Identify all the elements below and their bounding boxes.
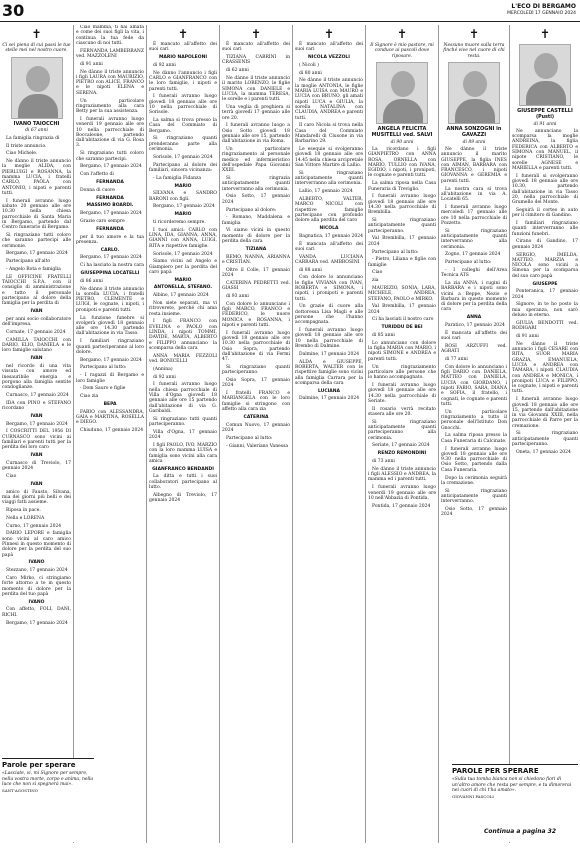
notice-line: ti ricorderemo sempre. [153, 220, 206, 226]
notice-line: Partecipano al lutto: [372, 249, 419, 255]
notice-line: Un grazie di cuore alla dottoressa Lisa Magli e alle persone che l'hanno accompagnata. [295, 304, 363, 326]
notice-line: Oneta, 17 gennaio 2024 [516, 449, 571, 455]
notice-line: MARIO [174, 212, 192, 218]
box-quote: «Sulla tua tomba bianca non si chiedono fiori di un'altro amore che resta per sempre, e tu dimorerai nei cuori di chi t'ha amato». [452, 777, 572, 793]
notice-line: di 86 anni [80, 278, 103, 284]
notice-line: di 92 anni [153, 374, 176, 380]
notice-line: di 88 anni [299, 267, 322, 273]
notice-line: Sorisole, 17 gennaio 2024 [153, 154, 213, 160]
notice-line: ANTONELLA, STEFANO. [153, 285, 213, 291]
notice-line: Ciao Michele. [6, 151, 38, 157]
notice-text [512, 129, 578, 455]
notice-line: I funerali avranno luogo mercoledì 17 gennaio alle ore 10 nella parrocchiale di Pozzetto. [441, 204, 507, 226]
notice-line: Signore, in te ho posto la mia speranza, non sarò deluso in eterno. [512, 302, 578, 319]
column-7 [439, 25, 509, 843]
notice-line: Con dolore lo annunciano i figli DARIO con DANIELA, MATTEO con DANIELA, LUCIA con GIORDANO, i nipoti FABIO, SARA, DIANA e SOFIA, il fratello, i cognati, le cognate e parenti tutti. [441, 364, 507, 407]
notice-line: Ne dànno il triste annuncio i figli CESARE con RITA, SUOR MARIA GRAZIA, EMANUELA, LUCIA e ANDREA con TAMARA, i nipoti CLAUDIA con ANDREA e MONICA, i pronipoti LUCA e FILIPPO, le cognate, i nipoti e parenti tutti. [512, 341, 578, 395]
notice-line: LUCIANA [317, 388, 341, 394]
notice-line: Si ringraziano tutti coloro che saranno partecipi. [76, 151, 144, 162]
notice-line: Dalmine, 17 gennaio 2024 [299, 351, 360, 357]
notice-line: Albegno di Treviolo, 17 gennaio 2024 [149, 492, 217, 504]
notice-text [222, 42, 290, 449]
notice-line: Curnasco di Treviolo, 17 gennaio 2024 [2, 460, 71, 472]
deceased-age: di 89 anni [462, 139, 486, 145]
notice-line: Seriate, 17 gennaio 2024 [372, 443, 430, 449]
notice-line: Curnasco, 17 gennaio 2024 [6, 392, 69, 398]
notice-line: di 80 anni [299, 70, 322, 76]
notice-line: Ciao zia [80, 394, 99, 400]
notice-line: - Romano, Maddalena e famiglia [222, 215, 290, 226]
notice-line: Lo annunciano con dolore la figlia MARIA con MARIO, i nipoti SIMONE e ANDREA e parenti tutti. [368, 340, 436, 362]
notice-line: di 91 anni [516, 333, 539, 339]
notice-line: IVAN [30, 309, 43, 315]
notice-line: IVAN [30, 453, 43, 459]
notice-line: ROSI ARZUFFI ved. AGRATI [441, 343, 507, 355]
continued-note: Continua a pagina 32 [462, 828, 578, 835]
notice-line: IVANO [28, 599, 45, 605]
notice-line: ALDA e GIUSEPPE, ROBERTA, WALTER con le rispettive famiglie sono vicini alla famiglia Carrara per la scomparsa della cara [295, 359, 363, 386]
notice-line: La funzione funebre si svolgerà giovedì 18 gennaio alle ore 14.30 partendo dall'abitazione in via Tasso. [76, 315, 144, 337]
notice-line: I familiari ringraziano quanti parteciperanno al loro dolore. [76, 339, 144, 355]
notice-text [76, 25, 144, 433]
notice-line: Paratico, 17 gennaio 2024 [445, 323, 505, 329]
notice-line: CATERINA [243, 414, 269, 420]
notice-line: Ne dànno il triste annuncio i figli ALESSIO e ANDREA, la mamma ed i parenti tutti. [368, 466, 436, 483]
notice-line: I funerali si svolgeranno giovedì 18 gennaio alle ore 10.30, partendo dall'abitazione in via Tasso 20, nella parrocchiale di Grumello del Monte. [512, 173, 578, 206]
notice-line: Si ringraziano quanti parteciperanno. [222, 364, 290, 376]
notice-line: CATERINA PEDRETTI ved. GIASSI [222, 280, 290, 292]
notice-line: È mancata all'affetto dei suoi cari [295, 241, 363, 252]
notice-line: I figli FRANCO con EVELINA e PAOLO con LINDA, i nipoti TOMMI, DAVIDE, MARTA, ALBERTO e FILIPPO annunciano la scomparsa della cara [149, 319, 217, 351]
notice-line: NICOLA [319, 225, 339, 231]
cross-icon: ✝ [468, 27, 480, 41]
epigraph: Nessuno muore sulla terra finché vive nel cuore di chi resta. [443, 43, 505, 59]
notice-line: Osio Sopra, 17 gennaio 2024 [222, 378, 290, 389]
portrait-photo [11, 57, 63, 119]
notice-line: Si ringraziano quanti prenderanno parte alla cerimonia. [149, 136, 217, 153]
notice-line: Ne dànno il triste annuncio il marito GIUSEPPE, la figlia INES con AIMAN, BARBARA con FRANCESCO, i nipoti GIOVANNA e GEREMIA e parenti tutti. [441, 146, 507, 184]
notice-line: Si ringraziano anticipatamente quanti interverranno. [441, 488, 507, 505]
notice-line: I funerali avranno luogo nella chiesa parrocchiale di Villa d'Ogna giovedì 18 gennaio alle ore 15 partendo dall'abitazione di via G. Garibaldi. [149, 382, 217, 414]
notice-line: Dopo la cerimonia seguirà la cremazione. [441, 475, 507, 486]
notice-line: Ciao mamma, ti hai amata e come dei suoi figli la vita, i continua la tua fede da ciascuno di noi tutti. [76, 25, 144, 46]
notice-line: FERNANDA [96, 226, 124, 232]
notice-line: Bagnatica, 17 gennaio 2024 [299, 233, 363, 239]
portrait-photo [448, 62, 500, 124]
notice-line: Si ringraziano anticipatamente quanti parteciperanno alla cerimonia. [368, 419, 436, 441]
deceased-age: di 90 anni [390, 139, 414, 145]
notice-line: Vi siamo vicini in questo momento di dolore per la perdita della cara [222, 228, 290, 244]
notice-line: Non siete separati, ma vi ritroverete, perché chi ama resta insieme. [149, 301, 217, 317]
portrait-photo [519, 44, 571, 106]
notice-line: I tuoi amici: CARLO con LINA, IDA, GIANNA, ANNA, GIANNI con ANNA, LUIGI, RITA e rispettive famiglie. [149, 227, 217, 249]
notice-line: LE OFFICINE FRATELLI TAIOCCHI S.P.A. con il consiglio di amministrazione e tutto il personale partecipano al dolore della famiglia per la perdita di [2, 274, 71, 307]
notice-line: zia [372, 278, 379, 284]
notice-line: BEPA [103, 401, 117, 407]
notice-line: - Dom Sauro e figlie [80, 386, 126, 392]
cross-icon: ✝ [250, 27, 262, 41]
notice-line: GIUSEPPE [532, 281, 558, 287]
notice-line: ALBERTO, VALTER, MARCO NICOLI con rispettive famiglie partecipano con profondo dolore alla perdita del caro [295, 196, 363, 224]
notice-line: Cornate, 17 gennaio 2024 [6, 329, 66, 335]
notice-line: Chiuduno, 17 gennaio 2024 [80, 428, 144, 434]
notice-line: per anni socio collaboratore dell'impresa. [2, 316, 71, 328]
notice-line: amico di Fausto, Silvana, mia dei giorni più belli e dei viaggi fatti assieme. [2, 489, 71, 506]
notice-line: Ne annunciano la scomparsa la moglie ANDREINA, la figlia FEDERICA con ALBERTO e SIMONA con MANUEL, il nipote CRISTIANO, le sorelle AGNESE e MARIELLA e parenti tutti. [512, 128, 578, 171]
column-8 [510, 25, 580, 843]
notice-text [441, 147, 507, 518]
notice-line: I funerali avranno luogo giovedì 18 gennaio alle ore 10 nella parrocchiale di Sorisole. [149, 94, 217, 116]
deceased-age: di 91 anni [533, 121, 557, 127]
notice-line: TIZIANA CABRINI in CRASSENIS [222, 55, 290, 66]
notice-line: La ditta e tutti i suoi collaboratori partecipano al lutto. [149, 474, 217, 490]
notice-line: Un particolare ringraziamento al personale medico ed infermieristico dell'ospedale Papa Giovanni XXIII. [222, 147, 290, 174]
notice-line: Riposa in pace. [6, 508, 41, 513]
notice-line: IDA con PINO e STEFANO ricordano [2, 400, 71, 412]
notice-line: - Gianni, Valeriano Vanessa [226, 443, 289, 449]
notice-line: Un particolare ringraziamento a tutto il personale dell'Istituto Don Gnocchi. [441, 409, 507, 431]
notice-line: - Pietro, Liliana e figlie con famiglie [368, 257, 436, 268]
notice-line: IVAN [30, 356, 43, 362]
notice-line: La nostra cara si trova all'abitazione in via A. Locatelli 65. [441, 186, 507, 203]
notice-text [368, 147, 436, 509]
notice-line: Il rosario verrà recitato stasera alle ore 20. [368, 406, 436, 417]
notice-line: FERNANDA [96, 195, 124, 201]
notice-line: Bergamo, 17 gennaio 2024 [80, 255, 142, 261]
notice-line: Partecipano all'alto [6, 259, 51, 265]
notice-line: GIULIA BENDOTTI ved. RODIGARI [512, 320, 578, 332]
notice-line: I funerali avranno luogo giovedì 18 gennaio alle ore 10 nella parrocchiale di Brembo di Dalmine. [295, 328, 363, 350]
notice-line: ANNA [466, 315, 482, 321]
notice-text [149, 42, 217, 503]
notice-line: RENZO REMONDINI [377, 451, 427, 457]
notice-line: I funerali avranno luogo venerdì 19 gennaio alle ore 10 nell'Abbazia di Pontida. [368, 485, 436, 501]
notice-line: Ciao [372, 270, 383, 276]
notice-line: MASSIMO BOARDI. [86, 203, 134, 209]
deceased-nickname: (Pusti) [535, 114, 555, 120]
notice-line: Ne dànno il triste annuncio la moglie ALIDA, con PIERLUIGI e ROSANNA, la mamma LUCIA, i fratelli CARLO, PAOLA con ANTONIO, i nipoti e parenti tutti. [2, 159, 71, 196]
notice-text [295, 42, 363, 402]
notice-line: Partecipano al lutto: [226, 435, 273, 441]
notice-line: di 85 anni [372, 333, 395, 339]
notice-line: Villa d'Ogna, 17 gennaio 2024 [149, 429, 217, 441]
notice-line: Bergamo, 17 gennaio 2024 [6, 251, 68, 257]
notice-line: Zogno, 17 gennaio 2024 [445, 252, 501, 258]
notice-line: GIUSEPPINA LOCATELLI [80, 270, 140, 276]
notice-line: di 93 anni [226, 293, 249, 299]
notice-line: GIANFRANCO BENDANDI [152, 466, 214, 472]
notice-line: - I colleghi dell'Area Tecnica ATS [441, 267, 507, 279]
notice-line: Bergamo, 17 gennaio 2024 [153, 204, 215, 210]
notice-line: Caro Mirko, ci stringiamo forte attorno a te in questo momento di dolore per la perdita del tuo papà [2, 575, 71, 597]
notice-line: di 91 anni [80, 61, 103, 67]
notice-line: Partecipano al lutto: [80, 365, 127, 371]
column-2 [74, 25, 146, 843]
notice-line: La salma si trova presso la Casa del Commiato di Bergamo. [149, 118, 217, 134]
notice-line: Un particolare ringraziamento alla cara Betty per la sua assistenza. [76, 98, 144, 115]
notice-line: NICOLA VEZZOLI [308, 55, 350, 61]
cross-icon: ✝ [177, 27, 189, 41]
notice-line: È mancato all'affetto dei suoi cari [222, 42, 290, 53]
notice-line: di 73 anni [372, 459, 395, 465]
notice-line: FABIO con ALESSANDRA, GAIA e MARTINA, ROSELLA e DIEGO. [76, 409, 144, 426]
notice-line: Con dolore lo annunciano le figlie VIVIANA con IVAN, ROBERTA e SIMONA, i nipoti, i pronipoti e parenti tutti. [295, 275, 363, 302]
notice-line: Grazie caro sempre [80, 218, 125, 224]
notice-line: FERNANDA [96, 179, 124, 185]
notice-line: La famiglia ringrazia di [6, 135, 60, 141]
notice-line: MARIO NAPOLEONI [158, 55, 208, 61]
parole-per-sperare-box [2, 758, 94, 842]
notice-line: Ne dànno il triste annuncio il marito LORENZO, le figlie SIMONA con DANIELE e LUCIA, la mamma TERESA, le sorelle e i parenti tutti. [222, 75, 290, 103]
cross-icon: ✝ [396, 27, 408, 41]
notice-line: Ponteranica, 17 gennaio 2024 [512, 289, 578, 300]
notice-line: IVAN [30, 481, 43, 487]
notice-line: I funerali avranno luogo giovedì 18 gennaio alle ore 10.30 nella parrocchiale di Osio Sopra, partendo dall'abitazione di via Fermi 47. [222, 330, 290, 363]
notice-line: Cirano di Gandino, 17 gennaio 2024 [512, 239, 578, 250]
notice-line: di 92 anni [153, 62, 176, 68]
notice-line: È mancato all'affetto dei suoi cari [295, 42, 363, 53]
deceased-name: IVANO TAIOCCHI [13, 120, 60, 127]
notice-text [2, 136, 71, 626]
notice-line: DARIO LEPORE e famiglia sono vicini al caro amico Pinnesi in questo momento di dolore per la perdita del suo papà [2, 531, 71, 558]
notice-line: Bergamo, 17 gennaio 2024 [6, 620, 68, 626]
notice-line: SERGIO, IMELDA, MATTEO, MARZIA e NICOLA sono vicini a Simona per la scomparsa del suo caro papà [512, 252, 578, 279]
notice-line: Si ringraziano anticipatamente quanti parteciperanno. [368, 218, 436, 234]
deceased-name: ANNA SONZOGNI in GAVAZZI [446, 125, 502, 138]
notice-line: - La famiglia Fidanza [153, 175, 202, 181]
notice-line: I familiari ringraziano quanti interverranno alle funzioni funebri. [512, 221, 578, 237]
deceased-age: di 67 anni [25, 128, 48, 134]
notice-line: Curno, 17 gennaio 2024 [6, 523, 62, 529]
notice-line: I funerali avranno luogo sabato 20 gennaio alle ore 10.30 nella chiesa parrocchiale di Santa Maria in Bergamo, partendo dal Centro funerario di Bergamo. [2, 198, 71, 231]
notice-line: Osio Sotto, 17 gennaio 2024 [441, 506, 507, 518]
box-source: SANT'AGOSTINO [2, 788, 39, 794]
notice-line: Bergamo, 17 gennaio 2024 [80, 164, 142, 170]
notice-line: Si ringraziano anticipatamente quanti parteciperanno. [512, 431, 578, 448]
notice-line: CARLO. [100, 247, 120, 253]
notice-line: Si ringraziano anticipatamente quanti interverranno alla cerimonia. [295, 170, 363, 187]
notice-line: Lallio, 17 gennaio 2024 [299, 189, 353, 195]
notice-line: Le esequie si svolgeranno giovedì 18 gennaio alle ore 14.45 nella chiesa arcipretale San Vittore Martire di Lallio. [295, 147, 363, 168]
notice-line: VANDA LUCIANA CARRARA ved. AMBROSINI [295, 254, 363, 265]
newspaper-name: L'ECO DI BERGAMO [511, 3, 576, 10]
column-1 [0, 25, 73, 843]
notice-line: Partecipano al dolore dei familiari, sincera vicinanza: [149, 162, 217, 173]
notice-line: MARIO [174, 183, 192, 189]
notice-line: I COSCRITTI DEL 1956 DI CURNASCO sono vicini ai familiari e parenti tutti per la perdita del loro caro [2, 429, 71, 451]
notice-line: Val Brembilla, 17 gennaio 2024 [368, 236, 436, 247]
notice-line: Osio Sotto, 17 gennaio 2024 [222, 194, 290, 205]
notice-line: SILVANA e SANDRO BARONI con figli. [149, 191, 217, 202]
notice-line: La zia ANNA, i cugini di BARBARA e i nipoti sono vicini a Beppe, Nezio e Barbara in questo momento di dolore per la perdita della cara [441, 281, 507, 313]
issue-date: MERCOLEDÌ 17 GENNAIO 2024 [507, 11, 576, 16]
notice-line: Dalmine, 17 gennaio 2024 [299, 396, 360, 402]
notice-line: Partecipano al dolore: [226, 207, 277, 213]
notice-line: ( Nicoli ) [299, 62, 319, 68]
notice-line: Bergamo, 17 gennaio 2024 [80, 211, 142, 217]
notice-line: Comun Nuovo, 17 gennaio 2024 [222, 422, 290, 433]
notice-line: Si ringrazia anticipatamente quanti interverranno alla cerimonia. [222, 176, 290, 192]
notice-line: Siamo vicini ad Angelo e Giampiero per la perdita del caro papà [149, 259, 217, 275]
notice-line: I funerali avranno luogo giovedì 18 gennaio alle ore 15, partendo dall'abitazione in via Giovanni XXIII, nella parrocchiale di Parre per la cremazione. [512, 397, 578, 429]
notice-line: Una veglia di preghiera si terrà giovedì 17 gennaio alle ore 20. [222, 104, 290, 121]
notice-line: Bergamo, 17 gennaio 2024 [6, 421, 68, 427]
notice-line: - Angelo Rota e famiglia [6, 267, 61, 273]
notice-line: ANNA MARIA FEZZOLI ved. BONICELLI [149, 353, 217, 365]
cross-icon: ✝ [539, 27, 551, 41]
notice-line: Sorisole, 17 gennaio 2024 [153, 251, 213, 257]
notice-line: IVAN [30, 413, 43, 419]
notice-line: di 62 anni [226, 68, 249, 74]
portrait-photo [376, 62, 428, 124]
notice-line: Un ringraziamento particolare alle persone che lo hanno accompagnato. [368, 364, 436, 381]
notice-line: per il tuo amore e la tua presenza. [76, 234, 144, 245]
notice-line: Ne dànno il triste annuncio i figli LAURA con MAURIZIO, PIETRO con ALICE, FRANCO e le nipoti ELENA e SERENA. [76, 69, 144, 96]
deceased-name: GIUSEPPE CASTELLI [517, 108, 573, 114]
box-heading: Parole per sperare [2, 761, 76, 769]
notice-line: TIZIANA [245, 246, 267, 252]
notice-line: Ci ha lasciato la nostra cara [80, 263, 144, 269]
notice-line: I funerali avranno luogo venerdì 19 gennaio alle ore 10 nella parrocchiale di Boccaleone, partendo dall'abitazione di via G. Rosa 3. [76, 116, 144, 149]
notice-line: Nella e LORENA [6, 515, 45, 521]
notice-line: I fratelli FRANCO e MARIANGELA con le loro famiglie si stringono con affetto alla cara zia [222, 391, 290, 413]
notice-line: Il triste annuncio. [6, 143, 47, 149]
notice-line: IVANO [28, 560, 45, 566]
notice-line: Stezzano, 17 gennaio 2024 [6, 568, 68, 574]
page-number: 30 [2, 1, 25, 20]
notice-line: Ci ha lasciati il nostro caro [372, 317, 434, 323]
notice-line: Albino, 17 gennaio 2024 [153, 293, 209, 299]
column-3 [147, 25, 219, 843]
notice-line: Pontida, 17 gennaio 2024 [372, 503, 431, 509]
notice-line: MARIO [174, 277, 192, 283]
notice-line: I figli PAOLO, IVO, MARZIO con la loro mamma LUISA e famiglia sono vicini alla cara amica [149, 442, 217, 464]
column-4 [220, 25, 292, 843]
epigraph: Il Signore è mio pastore, mi conduce ai pascoli dove riposare. [370, 43, 434, 59]
page-header [0, 0, 580, 22]
column-6 [366, 25, 438, 843]
notice-line: di 77 anni [445, 357, 468, 363]
notice-line: È mancato all'affetto dei suoi cari [149, 42, 217, 53]
notice-line: Con affetto, FOLI, DANI, RICHI. [2, 607, 71, 618]
notice-line: Bergamo, 17 gennaio 2024 [80, 357, 142, 363]
notice-line: Ne dànno il triste annuncio la sorella LUCIA, i fratelli PIETRO, CLEMENTE e LUIGI, le cognate, i nipoti, i pronipoti e parenti tutti. [76, 286, 144, 313]
notice-line: È mancata all'affetto dei suoi cari [441, 330, 507, 342]
notice-line: Si ringraziano tutti quanti parteciperanno. [149, 416, 217, 428]
notice-line: FERNANDA LAMBERRANZ ved. MAZZOLENI [76, 48, 144, 59]
notice-line: REMO, NANNA, ARIANNA e CRISTIAN. [222, 254, 290, 265]
notice-line: nel ricordo di una vita vissuta con amore ed inesauribile energia e porgono alla famiglia sentite condoglianze. [2, 363, 71, 391]
notice-line: La salma riposa presso la Casa Funeraria di Calcinate. [441, 433, 507, 444]
notice-line: Oltre il Colle, 17 gennaio 2024 [222, 267, 290, 278]
notice-line: Seguirà il corteo in auto per il cimitero di Gandino. [512, 208, 578, 219]
notice-line: TURIDDU DE BEI [381, 325, 423, 331]
notice-line: Partecipano al lutto: [445, 260, 492, 266]
notice-line: Ne dànno l'annuncio i figli CARLO e GIANFRANCO con le loro famiglie, i nipoti e parenti tutti. [149, 70, 217, 92]
epigraph: Ci sei piena di cui passi le tue stelle mei nel nostro cuore. [2, 43, 71, 54]
notice-line: I funerali avranno luogo giovedì 18 gennaio alle ore 14.30 nella parrocchiale di Brembilla. [368, 194, 436, 216]
box-quote: «Lasciate, vi, mi Signore per sempre, nella vostra morte, corpo e anima, nella luce che non si spegnerà mai». [2, 771, 94, 787]
box-source: GIOVANNI PASCOLI [452, 794, 494, 800]
notice-line: Donna di cuore [80, 187, 115, 193]
notice-line: Val Brembilla, 17 gennaio 2024 [368, 304, 436, 315]
notice-line: Il caro Nicola si trova nella Casa del Commiato Mandarelli di Clusone in via Barbarino 29. [295, 123, 363, 145]
notice-line: La salma riposa nella Casa Funeraria di Treviglio. [368, 181, 436, 192]
notice-line: Con l'affetto di [80, 172, 114, 178]
notice-line: Con dolore lo annunciano i figli MARCO, FRANCO e FEDERICO, le nuore MONICA e ROSANNA, i nipoti e parenti tutti. [222, 301, 290, 328]
notice-line: Ne dànno il triste annuncio la moglie ANTONIA, le figlie MARIA LUISA con MAURO e LUCIA con BRUNO, gli amati nipoti LUCA e GIULIA, la sorella NATALINA con CLAUDIA, ANDREA e parenti tutti. [295, 78, 363, 121]
deceased-name: ANGELA FELICITA MUSITELLI ved. SALVI [371, 125, 433, 138]
box-heading: PAROLE PER SPERARE [452, 767, 539, 775]
notice-line: I funerali avranno luogo a Osio Sotto giovedì 18 gennaio alle ore 15, partendo dall'abitazione in via Roma. [222, 123, 290, 145]
notice-line: MAURIZIO, SONIA, LARA, MICHELE, ANDREA, STEFANO, PAOLO e MIRKO. [368, 286, 436, 302]
notice-line: - I ragazzi di Bergamo e loro famiglie [76, 373, 144, 384]
column-5 [293, 25, 365, 843]
notice-line: I funerali avranno luogo giovedì 18 gennaio alle ore 14.30 nella parrocchiale di Seriate. [368, 382, 436, 404]
notice-line: I funerali avranno luogo giovedì 18 gennaio alle ore 9.30 nella parrocchiale di Osio Sotto, partendo dalla Casa Funeraria. [441, 446, 507, 473]
notice-line: Ciao [6, 474, 17, 480]
cross-icon: ✝ [31, 27, 42, 41]
cross-icon: ✝ [323, 27, 335, 41]
notice-line: La ricordano i figli GIANPIETRO con ANNA ROSA, ORNELLA con MARIO, TULLIO con IVANA, EGIDIO, i nipoti, i pronipoti, le cognate e parenti tutti. [368, 146, 436, 179]
notice-line: (Annina) [153, 366, 173, 372]
notice-line: CAMILLA TAIOCCHI con DARIO, ELIO, DANIELA e le loro famiglie salutano [2, 337, 71, 354]
notice-line: Si ringraziano tutti coloro che saranno partecipi alle cerimonie. [2, 233, 71, 249]
notice-line: Si ringraziano anticipatamente quanti interverranno alla cerimonia. [441, 228, 507, 250]
